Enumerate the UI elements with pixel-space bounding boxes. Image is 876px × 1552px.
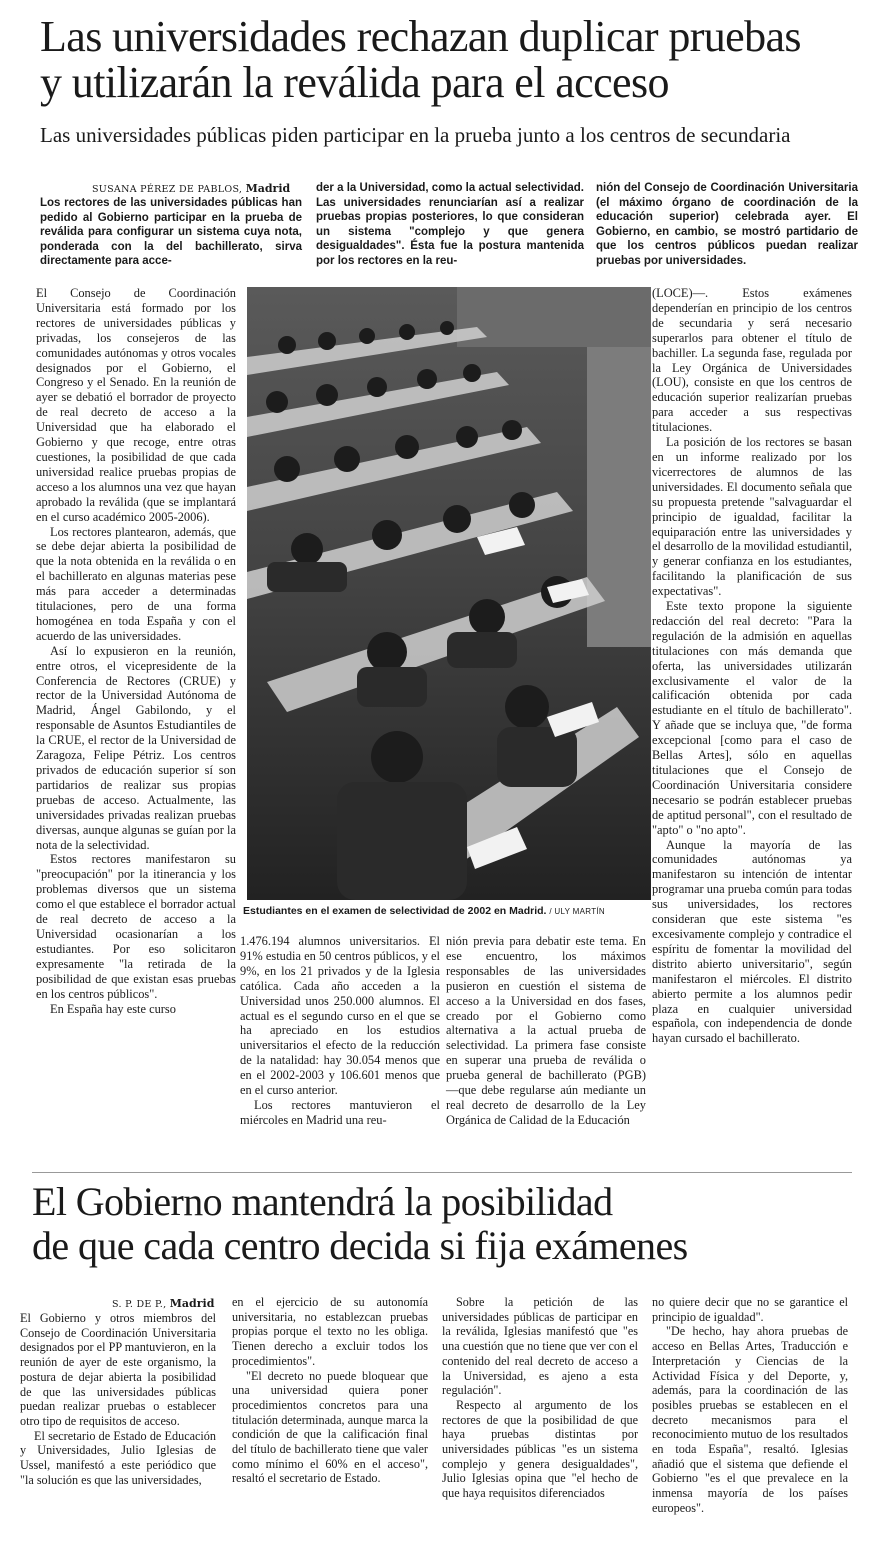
paragraph: Aunque la mayoría de las comunidades autónomas ya manifestaron su intención de intentar programar una prueba común para todas sus universidades, los rectores consideran que este sistema "es excesivamente complejo y contradice el espíritu de fomentar la movilidad del distrito abierto universitario", según manifestaron el miércoles. El distrito abierto permite a los alumnos pedir plaza en cualquier universidad española, con independencia de donde hayan cursado el bachillerato. xyxy=(652,837,852,1046)
paragraph: El Gobierno y otros miembros del Consejo de Coordinación Universitaria designados por el PP mantuvieron, en la reunión de ayer de este organismo, la postura de dejar abierta la posibilidad de que las universidades públicas puedan realizar pruebas o establecer otro tipo de requisitos de acceso. xyxy=(20,1311,216,1428)
body-column-4 xyxy=(652,286,852,1046)
paragraph: La posición de los rectores se basan en un informe realizado por los vicerrectores de alumnos de las universidades. El documento señala que su propuesta pretende "salvaguardar el principio de igualdad, facilitar la equiparación entre las universidades y el desarrollo de la movilidad estudiantil, y generar confianza en los estudiantes, facilitando la planificación de sus expectativas". xyxy=(652,435,852,599)
headline-line-2: de que cada centro decida si fija exámenes xyxy=(32,1223,688,1268)
byline-place: Madrid xyxy=(169,1297,215,1310)
paragraph: Este texto propone la siguiente redacción del real decreto: "Para la regulación de la admisión en aquellas titulaciones con más demanda que oferta, las universidades utilizarán exclusivamente el valor de la calificación obtenida por cada estudiante en el título de bachillerato". Y añade que se incluya que, "de forma excepcional [como para el caso de Bellas Artes], sólo en aquellas titulaciones que el Consejo de Coordinación Universitaria considere necesario se podrán establecer pruebas de aptitud personal", con el resultado de "apto" o "no apto". xyxy=(652,599,852,837)
headline-line-1: Las universidades rechazan duplicar pruebas xyxy=(40,12,801,61)
headline-line-2: y utilizarán la reválida para el acceso xyxy=(40,58,669,107)
headline-line-1: El Gobierno mantendrá la posibilidad xyxy=(32,1179,613,1224)
headline xyxy=(40,14,870,106)
byline xyxy=(112,1297,214,1310)
body-column-1 xyxy=(36,286,236,1016)
paragraph: "De hecho, hay ahora pruebas de acceso en Bellas Artes, Traducción e Interpretación y Ciencias de la Actividad Física y del Deporte, y, además, para la coordinación de las posibles pruebas se establecen en el decreto mecanismos para el reconocimiento mutuo de los resultados en toda España", resaltó. Iglesias añadió que el sistema que defiende el Gobierno "es el que prevalece en la inmensa mayoría de los países europeos". xyxy=(652,1324,848,1515)
paragraph: En España hay este curso xyxy=(50,1001,176,1016)
caption-text: Estudiantes en el examen de selectividad de 2002 en Madrid. xyxy=(243,905,547,917)
paragraph: Los rectores plantearon, además, que se debe dejar abierta la posibilidad de que la nota obtenida en la reválida o en el bachillerato en algunas materias pese más para acceder a determinadas titulaciones, pero de una forma homogénea en toda España y con el acuerdo de las universidades. xyxy=(36,524,236,643)
lead-paragraph-3: nión del Consejo de Coordinación Universitaria (el máximo órgano de coordinación de la educación superior) celebrada ayer. El Gobierno, en cambio, se mostró partidario de que los centros públicos puedan realizar pruebas por universidades. xyxy=(596,182,858,267)
byline xyxy=(92,182,290,195)
paragraph: Así lo expusieron en la reunión, entre otros, el vicepresidente de la Conferencia de Rectores (CRUE) y rector de la Universidad Autónoma de Madrid, Ángel Gabilondo, y el responsable de Asuntos Estudiantiles de la CRUE, el rector de la Universidad de Zaragoza, Felipe Pétriz. Los centros privados de educación superior sí son partidarios de realizar sus propias pruebas de acceso. Actualmente, las universidades privadas realizan pruebas diversas, aunque algunas se guían por la nota de la selectividad. xyxy=(36,643,236,852)
paragraph: en el ejercicio de su autonomía universitaria, no establezcan pruebas propias porque el texto no les obliga. Tienen derecho a excluir todos los procedimientos". xyxy=(232,1295,428,1368)
lead-paragraph-1: Los rectores de las universidades públicas han pedido al Gobierno participar en la prueba de reválida para configurar un sistema cuya nota, ponderada con la del bachillerato, sirva directamente para acce- xyxy=(40,197,302,268)
byline-place: Madrid xyxy=(245,182,291,195)
headline xyxy=(32,1180,852,1268)
paragraph: Estos rectores manifestaron su "preocupación" por la itinerancia y los problemas diversos que un sistema como el que establece el borrador actual de real decreto de acceso a la Universidad ocasionarían a los estudiantes. Por eso solicitaron expresamente "la retirada de la posibilidad de que existan esas pruebas en los centros públicos". xyxy=(36,852,236,1001)
classroom-photo xyxy=(247,287,651,900)
paragraph: El Consejo de Coordinación Universitaria está formado por los rectores de universidades públicas y privadas, los consejeros de las comunidades autónomas y otros vocales designados por el Gobierno, el Congreso y el Senado. En la reunión de ayer se debatió el borrador de proyecto de real decreto de acceso a la Universidad que ha elaborado el Gobierno y que recoge, entre otras cuestiones, la posibilidad de que cada universidad realice pruebas propias de acceso a los alumnos una vez que hayan aprobado la reválida (que se implantará en el curso académico 2005-2006). xyxy=(36,286,236,524)
section-divider xyxy=(32,1172,852,1173)
article2-column-2 xyxy=(232,1295,428,1486)
subheadline: Las universidades públicas piden participar en la prueba junto a los centros de secundaria xyxy=(40,123,791,147)
photo-illustration xyxy=(247,287,651,900)
paragraph: Sobre la petición de las universidades públicas de participar en la reválida, Iglesias manifestó que "es una cuestión que no tiene que ver con el contenido del real decreto de acceso a la Universidad, es ajeno a esta regulación". xyxy=(442,1295,638,1398)
article2-column-1 xyxy=(20,1311,216,1487)
byline-author: S. P. DE P., xyxy=(112,1299,167,1310)
paragraph: no quiere decir que no se garantice el principio de igualdad". xyxy=(652,1295,848,1324)
paragraph: 1.476.194 alumnos universitarios. El 91% estudia en 50 centros públicos, y el 9%, en los 21 privados y de la Iglesia católica. Cada año acceden a la Universidad unos 250.000 alumnos. El actual es el segundo curso en el que se ha apreciado en los estudios universitarios el efecto de la reducción de la natalidad: hay 30.054 menos que en el 2002-2003 y 106.601 menos que en el curso anterior. xyxy=(240,934,440,1098)
lead-paragraph-2: der a la Universidad, como la actual selectividad. Las universidades renunciarían así a realizar pruebas propias posteriores, lo que consideran un sistema "complejo y que genera desigualdades". Ésta fue la postura mantenida por los rectores en la reu- xyxy=(316,182,584,267)
photo-caption xyxy=(243,905,663,918)
article2-column-3 xyxy=(442,1295,638,1501)
body-column-3 xyxy=(446,934,646,1128)
body-column-2 xyxy=(240,934,440,1128)
photo-credit: / ULY MARTÍN xyxy=(549,907,606,916)
paragraph: Respecto al argumento de los rectores de que la posibilidad de que haya pruebas distintas por universidades públicas "es un sistema complejo y genera desigualdades", Julio Iglesias opina que "el hecho de que haya requisitos diferenciados xyxy=(442,1397,638,1501)
paragraph: nión previa para debatir este tema. En ese encuentro, los máximos responsables de las universidades pusieron en cuestión el sistema de acceso a la Universidad en dos fases, creado por el Gobierno como alternativa a la actual prueba de selectividad. La primera fase consiste en superar una prueba de reválida o prueba general de bachillerato (PGB) —que debe regularse aún mediante un real decreto de desarrollo de la Ley Orgánica de Calidad de la Educación xyxy=(446,934,646,1127)
paragraph: (LOCE)—. Estos exámenes dependerían en principio de los centros de secundaria y será necesario superarlos para obtener el título de bachiller. La segunda fase, regulada por la Ley Orgánica de Universidades (LOU), consiste en que los centros de educación superior realizarían pruebas para acceder a sus respectivas titulaciones. xyxy=(652,286,852,435)
paragraph: Los rectores mantuvieron el miércoles en Madrid una reu- xyxy=(240,1097,440,1127)
paragraph: El secretario de Estado de Educación y Universidades, Julio Iglesias de Ussel, manifestó a este periódico que "la solución es que las universidades, xyxy=(20,1428,216,1487)
byline-author: SUSANA PÉREZ DE PABLOS, xyxy=(92,184,243,195)
paragraph: "El decreto no puede bloquear que una universidad quiera poner procedimientos concretos para una titulación determinada, aunque marca la condición de que la calificación final del título de bachillerato tiene que valer como mínimo el 60% en el acceso", resaltó el secretario de Estado. xyxy=(232,1368,428,1486)
article2-column-4 xyxy=(652,1295,848,1516)
